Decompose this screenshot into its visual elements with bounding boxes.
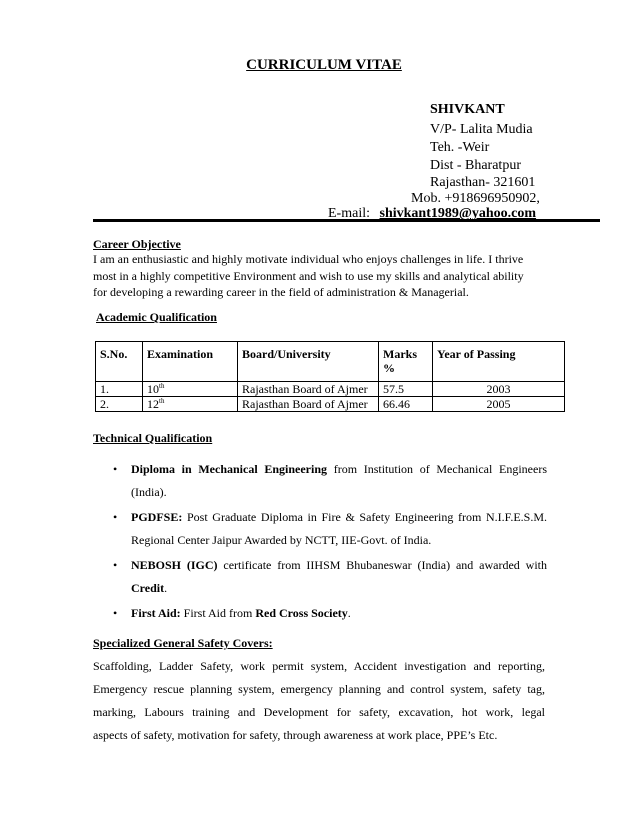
cell-marks: 66.46 [379,397,433,412]
bullet-icon: • [113,558,118,572]
safety-line: marking, Labours training and Development for safety, excavation, hot work, legal [93,705,545,719]
objective-line: most in a highly competitive Environment and wish to use my skills and analytical ability [93,268,524,283]
marks-label: Marks [383,347,417,361]
col-examination: Examination [143,342,238,382]
item-bold: Red Cross Society [255,606,348,620]
header-divider [93,219,600,222]
address-line: Teh. -Weir [430,140,490,155]
email-address[interactable]: shivkant1989@yahoo.com [379,206,537,221]
item-text: . [164,581,168,595]
item-bold: PGDFSE: [131,510,183,524]
academic-table [95,341,565,412]
mobile-number: Mob. +918696950902, [411,191,540,206]
bullet-icon: • [113,510,118,524]
cell-board: Rajasthan Board of Ajmer [238,382,379,397]
address-line: Dist - Bharatpur [430,158,521,173]
col-board: Board/University [238,342,379,382]
cell-exam [143,382,238,397]
technical-heading: Technical Qualification [93,431,213,445]
safety-line: Scaffolding, Ladder Safety, work permit system, Accident investigation and reporting, [93,659,545,673]
list-item [95,554,547,600]
exam-value: 12 [147,397,159,411]
cell-sno: 2. [96,397,143,412]
address-line: Rajasthan- 321601 [430,175,536,190]
cell-sno: 1. [96,382,143,397]
safety-heading: Specialized General Safety Covers: [93,636,273,650]
career-objective-heading: Career Objective [93,237,181,251]
item-text: from Institution of Mechanical Engineers (India). [131,462,547,499]
exam-value: 10 [147,382,159,396]
table-header-row [96,342,565,382]
contact-name: SHIVKANT [430,102,505,117]
table-row [96,397,565,412]
cell-year: 2003 [433,382,565,397]
item-bold: First Aid: [131,606,181,620]
technical-list [95,458,547,627]
email-label: E-mail: [328,206,370,221]
cell-exam [143,397,238,412]
objective-line: I am an enthusiastic and highly motivate individual who enjoys challenges in life. I thrive [93,252,524,266]
cell-marks: 57.5 [379,382,433,397]
list-item [95,458,547,504]
bullet-icon: • [113,606,118,620]
percent-label: % [383,361,395,375]
safety-line: aspects of safety, motivation for safety, through awareness at work place, PPE’s Etc. [93,728,498,742]
table-row [96,382,565,397]
cell-year: 2005 [433,397,565,412]
exam-suffix: th [159,397,165,405]
career-objective-text [93,251,553,301]
col-marks [379,342,433,382]
col-year: Year of Passing [433,342,565,382]
safety-text [93,655,545,747]
list-item [95,602,547,625]
safety-line: Emergency rescue planning system, emergency planning and control system, safety tag, [93,682,545,696]
item-text: . [347,606,351,620]
item-text: certificate from IIHSM Bhubaneswar (India) and awarded with [217,558,547,572]
item-bold: NEBOSH (IGC) [131,558,218,572]
exam-suffix: th [159,382,165,390]
list-item [95,506,547,552]
objective-line: for developing a rewarding career in the field of administration & Managerial. [93,285,469,299]
address-line: V/P- Lalita Mudia [430,122,533,137]
bullet-icon: • [113,462,118,476]
item-bold: Credit [131,581,165,595]
document-title: CURRICULUM VITAE [246,57,402,73]
item-text: Post Graduate Diploma in Fire & Safety Engineering from N.I.F.E.S.M. Regional Center Jaipur Awarded by NCTT, IIE-Govt. of India. [131,510,547,547]
item-text: First Aid from [180,606,256,620]
col-sno: S.No. [96,342,143,382]
academic-heading: Academic Qualification [96,310,217,324]
cell-board: Rajasthan Board of Ajmer [238,397,379,412]
item-bold: Diploma in Mechanical Engineering [131,462,328,476]
